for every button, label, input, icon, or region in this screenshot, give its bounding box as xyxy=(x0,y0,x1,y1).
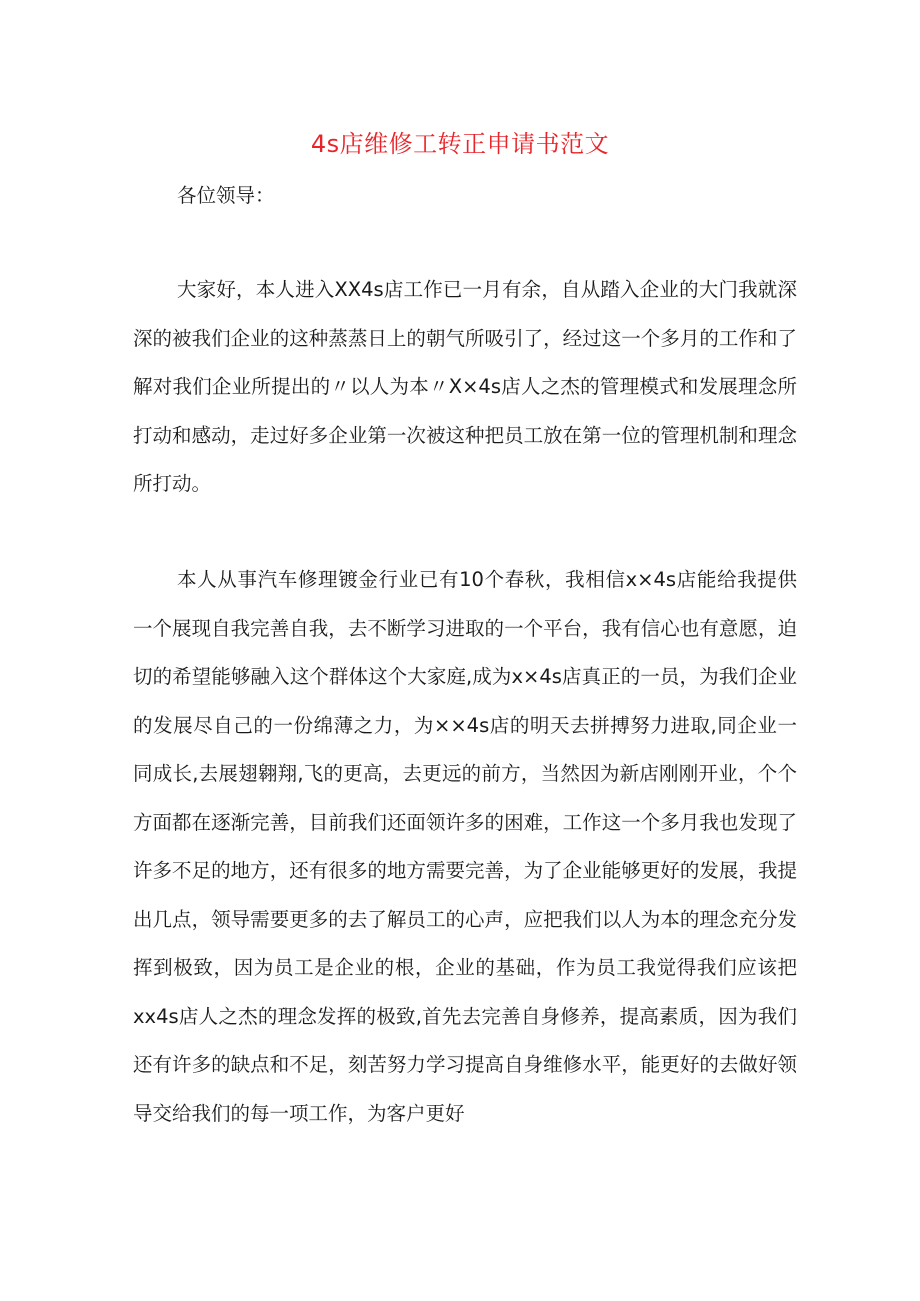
document-title: 4s店维修工转正申请书范文 xyxy=(310,130,610,158)
paragraph-1: 大家好，本人进入XX4s店工作已一月有余，自从踏入企业的大门我就深深的被我们企业的这种蒸蒸日上的朝气所吸引了，经过这一个多月的工作和了解对我们企业所提出的〃以人为本〃X×4s店人之杰的管理模式和发展理念所打动和感动，走过好多企业第一次被这种把员工放在第一位的管理机制和理念所打动。 xyxy=(133,278,797,495)
paragraph-2: 本人从事汽车修理镀金行业已有10个春秋，我相信x×4s店能给我提供一个展现自我完善自我，去不断学习进取的一个平台，我有信心也有意愿，迫切的希望能够融入这个群体这个大家庭,成为x×4s店真正的一员，为我们企业的发展尽自己的一份绵薄之力，为××4s店的明天去拼搏努力进取,同企业一同成长,去展翅翱翔,飞的更高，去更远的前方，当然因为新店刚刚开业，个个方面都在逐渐完善，目前我们还面领许多的困难，工作这一个多月我也发现了许多不足的地方，还有很多的地方需要完善，为了企业能够更好的发展，我提出几点，领导需要更多的去了解员工的心声，应把我们以人为本的理念充分发挥到极致，因为员工是企业的根，企业的基础，作为员工我觉得我们应该把xx4s店人之杰的理念发挥的极致,首先去完善自身修养，提高素质，因为我们还有许多的缺点和不足，刻苦努力学习提高自身维修水平，能更好的去做好领导交给我们的每一项工作，为客户更好 xyxy=(133,568,797,1125)
salutation: 各位领导： xyxy=(177,184,275,207)
